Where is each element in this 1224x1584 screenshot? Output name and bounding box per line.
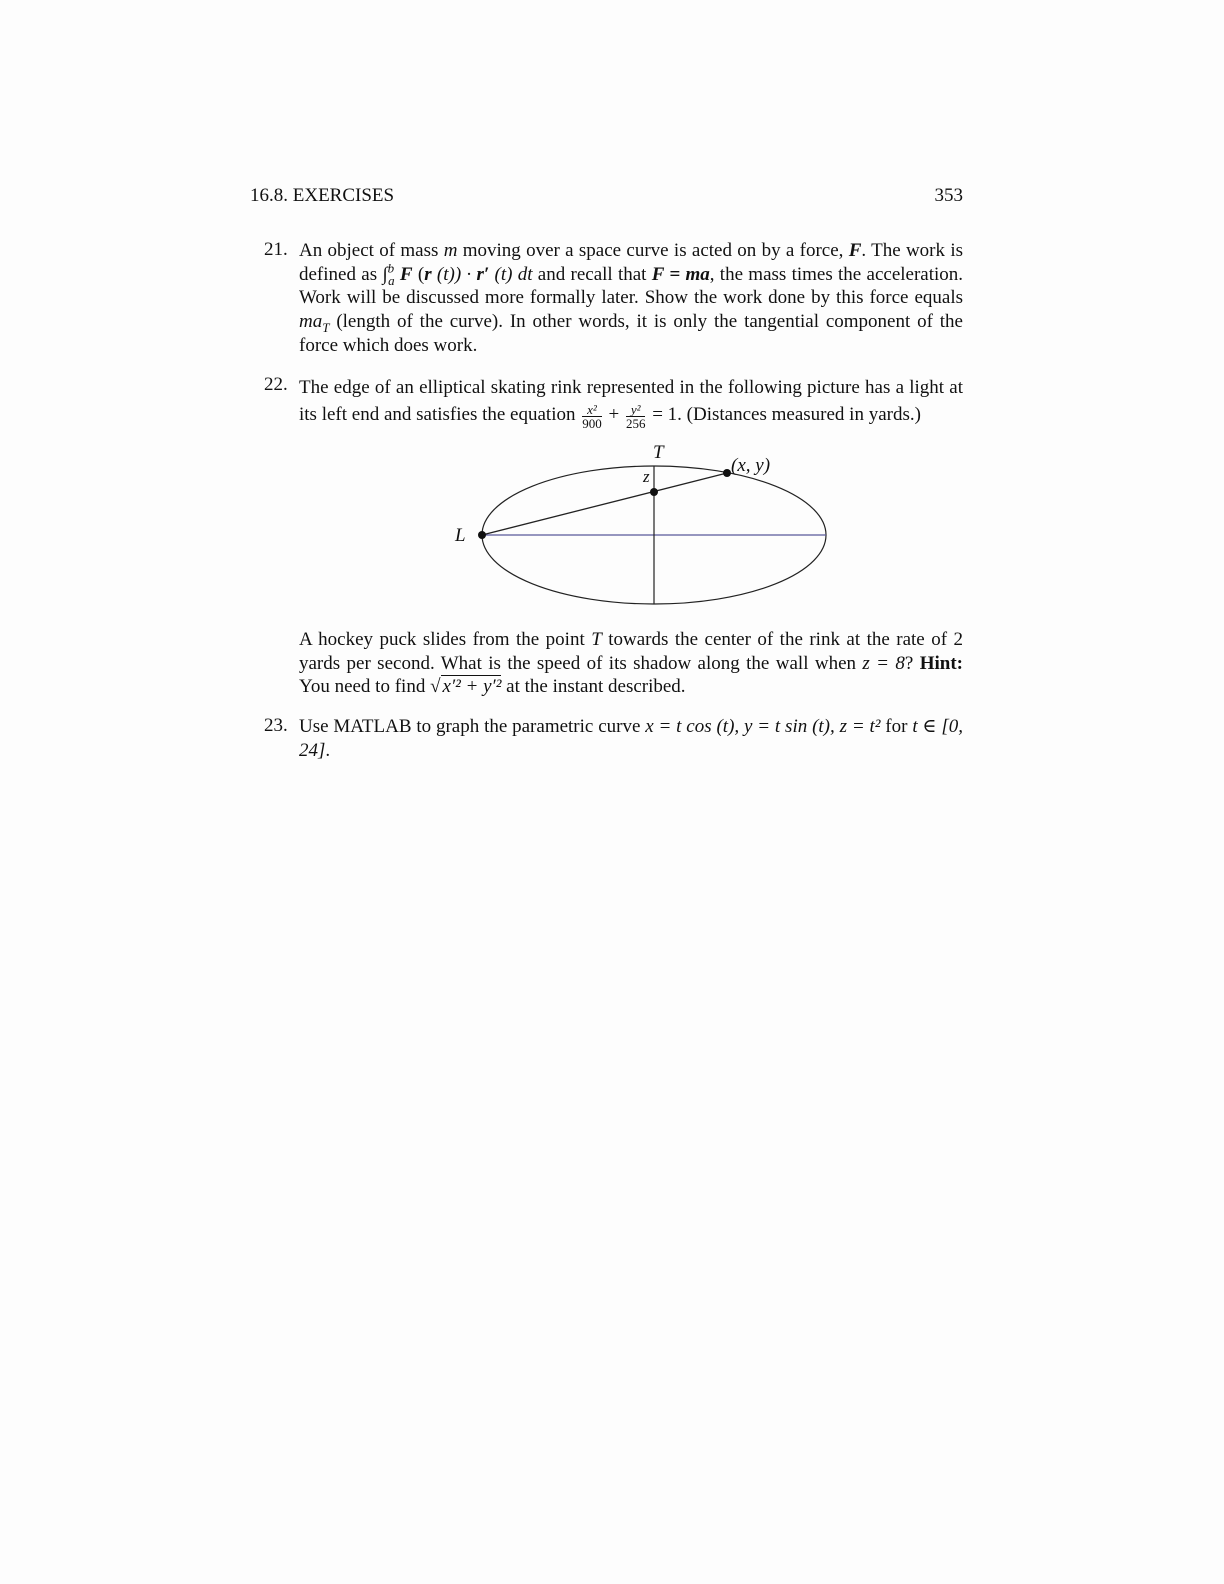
parametric-curve: x = t cos (t), y = t sin (t), z = t² [645,716,881,737]
rink-figure [440,440,840,612]
fraction-x: $\frac{\text{x²}}{900}$ [582,402,602,431]
running-header [250,185,963,209]
exercise-22-question: A hockey puck slides from the point T towards the center of the rink at the rate of 2 yards per second. What is the speed of its shadow along the wall when z = 8? Hint: You need to find √ x′² + y′² at the instant described. [299,629,964,698]
rink-diagram [440,440,840,612]
exercise-22-continued [264,628,963,699]
label-L: L [455,525,466,546]
puck-point [650,488,658,496]
integral-sign: ∫ [382,263,388,285]
exercise-body [299,239,963,358]
exercise-23 [264,715,963,762]
exercise-number: 23. [264,715,288,736]
exercise-23-text: Use MATLAB to graph the parametric curve x = t cos (t), y = t sin (t), z = t² for t ∈ [0, 24]. [299,716,963,761]
hint-label: Hint: [919,652,964,674]
force-vector: F [848,240,862,261]
label-xy: (x, y) [731,455,771,476]
exercise-body [299,715,963,762]
mass-variable: m [443,240,458,261]
exercise-22 [264,374,963,430]
page-number: 353 [934,185,963,206]
section-title: 16.8. EXERCISES [250,185,395,206]
label-z: z [643,467,650,486]
exercise-21-text: An object of mass m moving over a space curve is acted on by a force, F. The work is defined as ∫$^b_a$ F (r (t)) · r′ (t) dt and recall that F = ma, the mass times the acceleration. Work will be discussed more formally later. Show the work done by this force equals $ma_T$ (length of the curve). In other words, it is only the tangential component of the force which does work. [299,240,964,356]
exercise-21 [264,239,963,358]
exercise-number: 22. [264,374,288,395]
label-T: T [653,442,664,463]
exercise-number: 21. [264,239,288,260]
exercise-body [299,628,963,699]
light-ray [482,473,727,535]
fraction-y: $\frac{\text{y²}}{256}$ [625,402,646,431]
newton-law: F = ma [651,263,710,285]
shadow-point [723,469,731,477]
exercise-22-intro: The edge of an elliptical skating rink represented in the following picture has a light at its left end and satisfies the equation $\frac{\text{x²}}{900}$ + $\frac{\text{y²}}{256}$ = 1. (Distances measured in yards.) [299,377,963,431]
exercise-body [299,374,963,430]
light-point [478,531,486,539]
